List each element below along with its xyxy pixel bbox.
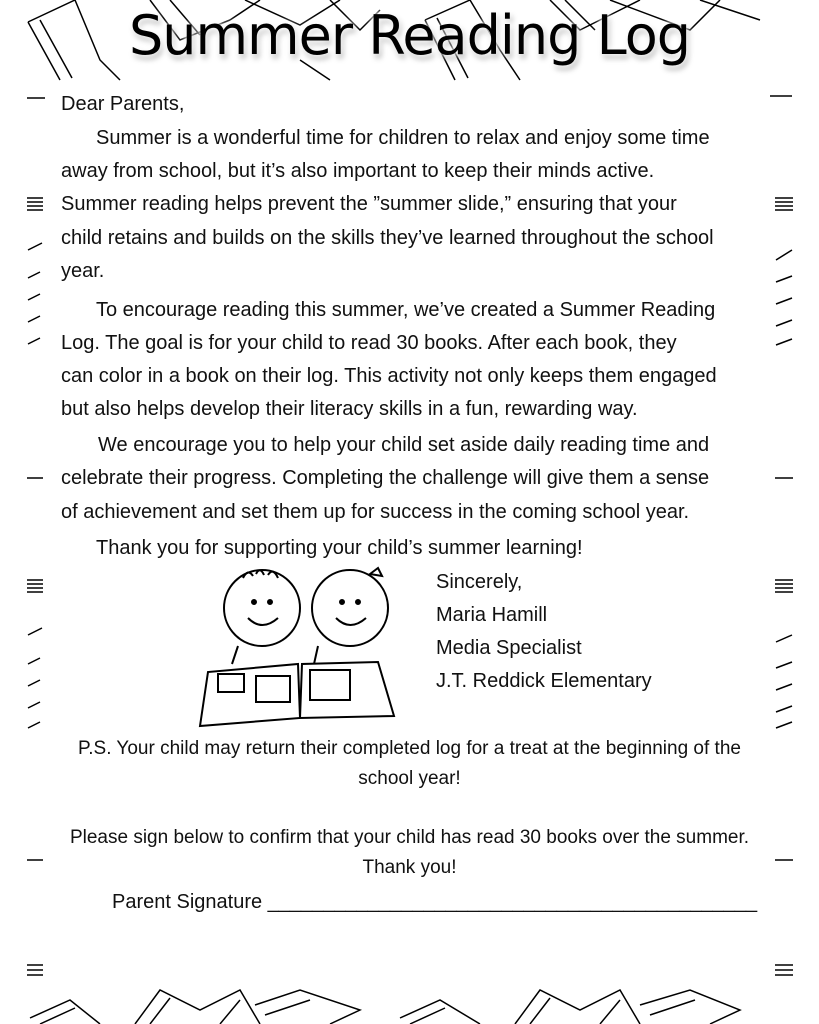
signer-name: Maria Hamill <box>436 604 548 626</box>
paragraph-1-line: child retains and builds on the skills they’ve learned throughout the school <box>61 227 714 249</box>
paragraph-3-line: of achievement and set them up for success in the coming school year. <box>61 501 690 523</box>
ps-line: P.S. Your child may return their completed log for a treat at the beginning of the <box>78 738 741 759</box>
paragraph-1-line: year. <box>61 260 105 282</box>
signer-role: Media Specialist <box>436 637 582 659</box>
parent-signature-field[interactable] <box>112 890 757 914</box>
paragraph-2-line: can color in a book on their log. This activity not only keeps them engaged <box>61 365 717 387</box>
school-name: J.T. Reddick Elementary <box>436 670 652 692</box>
sign-off: Sincerely, <box>436 571 523 593</box>
page-title: Summer Reading Log <box>128 4 691 67</box>
greeting: Dear Parents, <box>61 93 185 115</box>
paragraph-2-line: Log. The goal is for your child to read 30 books. After each book, they <box>61 332 677 354</box>
parent-signature-line[interactable]: ____________________________________________ <box>267 891 758 913</box>
paragraph-2-line: To encourage reading this summer, we’ve created a Summer Reading <box>96 299 716 321</box>
paragraph-1-line: Summer is a wonderful time for children to relax and enjoy some time <box>96 127 710 149</box>
paragraph-1-line: Summer reading helps prevent the ”summer slide,” ensuring that your <box>61 193 677 215</box>
thank-you-line: Thank you for supporting your child’s summer learning! <box>96 537 583 559</box>
parent-signature-label: Parent Signature <box>112 891 263 913</box>
confirm-line: Please sign below to confirm that your child has read 30 books over the summer. <box>69 827 750 848</box>
paragraph-2-line: but also helps develop their literacy skills in a fun, rewarding way. <box>61 398 638 420</box>
paragraph-3-line: celebrate their progress. Completing the challenge will give them a sense <box>61 467 710 489</box>
paragraph-3-line: We encourage you to help your child set aside daily reading time and <box>98 434 710 456</box>
children-reading-illustration <box>198 566 398 732</box>
confirm-line: Thank you! <box>362 857 457 878</box>
paragraph-1-line: away from school, but it’s also important to keep their minds active. <box>61 160 655 182</box>
ps-line: school year! <box>358 768 461 789</box>
